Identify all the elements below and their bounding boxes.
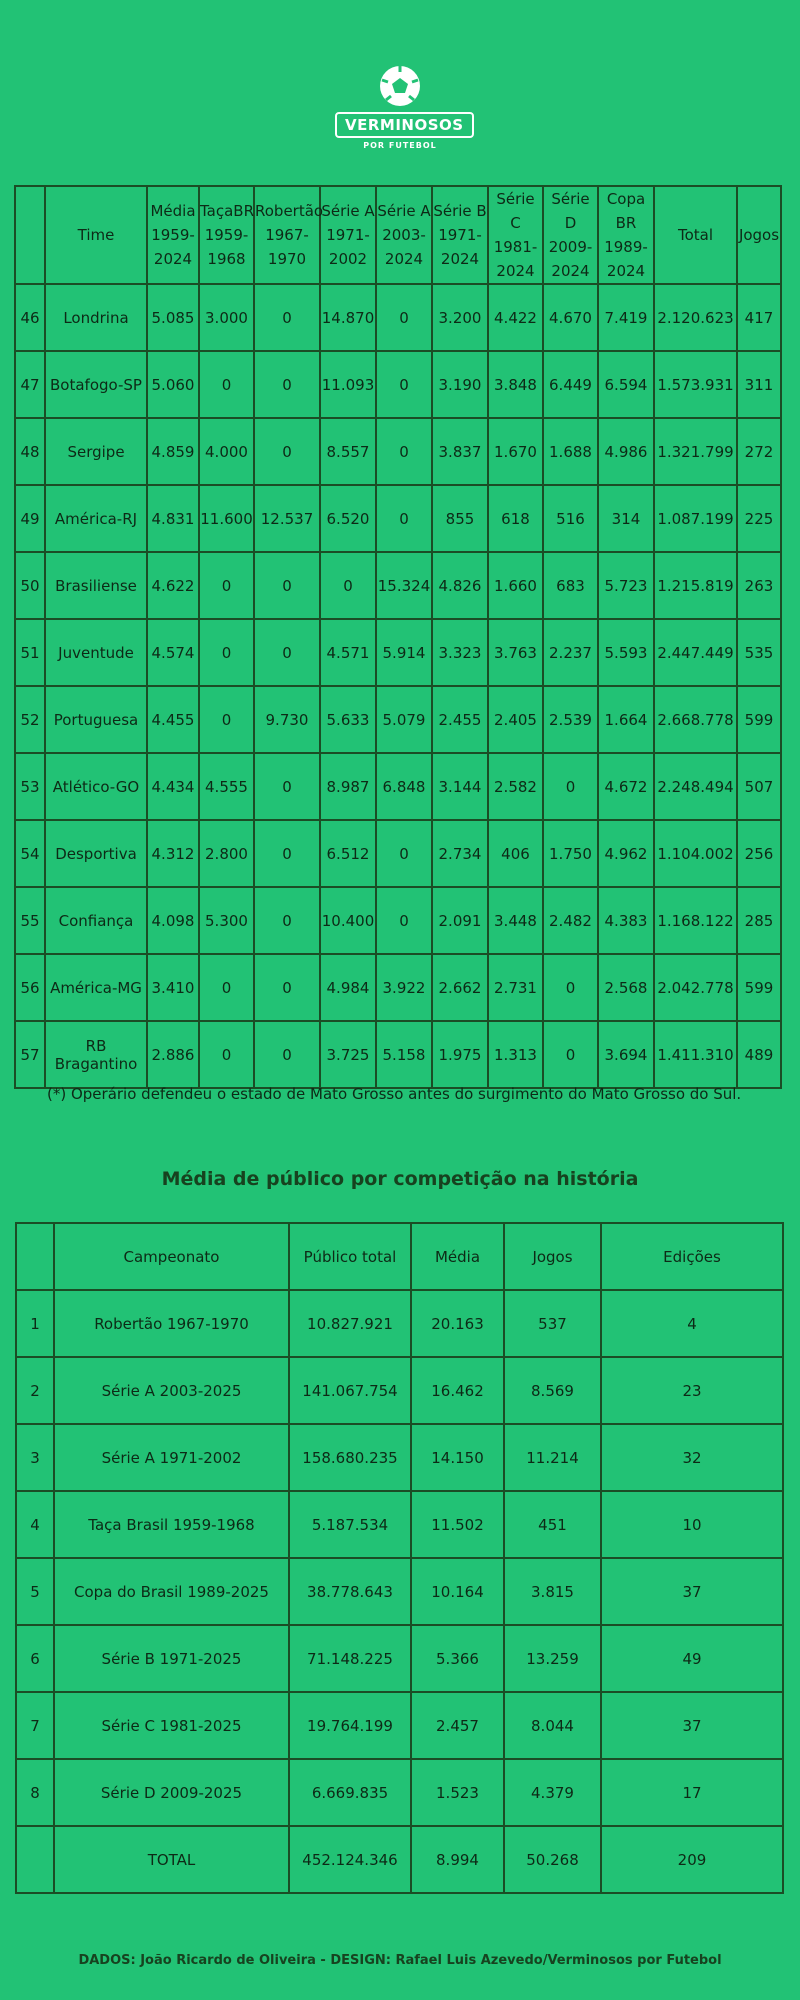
table-cell: 4.571	[320, 619, 376, 686]
clubs-attendance-table	[14, 185, 782, 1089]
table-cell: 3.922	[376, 954, 432, 1021]
table-cell: 225	[737, 485, 781, 552]
table-cell: 2.091	[432, 887, 488, 954]
table-row	[15, 485, 781, 552]
table-cell: 0	[376, 284, 432, 351]
table-cell: 56	[15, 954, 45, 1021]
table-cell: 2.405	[488, 686, 543, 753]
table-cell: 49	[601, 1625, 783, 1692]
table-cell: 5.366	[411, 1625, 504, 1692]
column-header: Série A 2003-2024	[376, 186, 432, 284]
table-cell: 158.680.235	[289, 1424, 411, 1491]
table-cell: 256	[737, 820, 781, 887]
table-cell: 311	[737, 351, 781, 418]
table-cell: 4.962	[598, 820, 654, 887]
table-cell: 2.455	[432, 686, 488, 753]
table-cell: 50	[15, 552, 45, 619]
table-cell: 8.557	[320, 418, 376, 485]
table-cell: 0	[254, 1021, 320, 1088]
table-cell: 11.093	[320, 351, 376, 418]
table-cell: 4.672	[598, 753, 654, 820]
table-cell: 12.537	[254, 485, 320, 552]
table-cell: 3.837	[432, 418, 488, 485]
table-cell: 2.447.449	[654, 619, 737, 686]
table-cell: 3.725	[320, 1021, 376, 1088]
table-cell: 1.313	[488, 1021, 543, 1088]
table-cell: 141.067.754	[289, 1357, 411, 1424]
table-row	[16, 1826, 783, 1893]
table-cell: 452.124.346	[289, 1826, 411, 1893]
table-cell: 5.158	[376, 1021, 432, 1088]
table-cell: Atlético-GO	[45, 753, 147, 820]
table-cell: 0	[199, 954, 254, 1021]
table-cell: 38.778.643	[289, 1558, 411, 1625]
table-cell: 4.574	[147, 619, 199, 686]
column-header: TaçaBR 1959-1968	[199, 186, 254, 284]
table-row	[16, 1759, 783, 1826]
table-cell: 599	[737, 686, 781, 753]
table-cell: 3.200	[432, 284, 488, 351]
table-cell: 4.831	[147, 485, 199, 552]
table-cell: Série C 1981-2025	[54, 1692, 289, 1759]
table-cell: 4	[16, 1491, 54, 1558]
table-cell: 2.582	[488, 753, 543, 820]
table-cell: 4.859	[147, 418, 199, 485]
table-cell: 1.523	[411, 1759, 504, 1826]
table-cell: 5.633	[320, 686, 376, 753]
table-cell: TOTAL	[54, 1826, 289, 1893]
table-cell: 19.764.199	[289, 1692, 411, 1759]
table-cell: RB Bragantino	[45, 1021, 147, 1088]
table-cell: Juventude	[45, 619, 147, 686]
table-cell: Série A 2003-2025	[54, 1357, 289, 1424]
table-cell: 7	[16, 1692, 54, 1759]
table-cell: 14.870	[320, 284, 376, 351]
table-cell: 2.800	[199, 820, 254, 887]
table-cell: 2.482	[543, 887, 598, 954]
table-cell: 4.434	[147, 753, 199, 820]
table-cell: 47	[15, 351, 45, 418]
table-cell: 2.120.623	[654, 284, 737, 351]
table-cell: 4.312	[147, 820, 199, 887]
table-row	[15, 351, 781, 418]
table-cell: 3.694	[598, 1021, 654, 1088]
table-cell: 3.448	[488, 887, 543, 954]
table-cell: 3.815	[504, 1558, 601, 1625]
table-cell: 5.187.534	[289, 1491, 411, 1558]
table-cell: Taça Brasil 1959-1968	[54, 1491, 289, 1558]
column-header	[16, 1223, 54, 1290]
table-row	[15, 753, 781, 820]
table-cell: 11.214	[504, 1424, 601, 1491]
table-cell: 37	[601, 1692, 783, 1759]
table-cell: 13.259	[504, 1625, 601, 1692]
table-cell: 1.104.002	[654, 820, 737, 887]
column-header: Jogos	[737, 186, 781, 284]
soccer-ball-icon	[378, 64, 422, 108]
table-cell: 16.462	[411, 1357, 504, 1424]
table-row	[15, 552, 781, 619]
column-header: Jogos	[504, 1223, 601, 1290]
table-cell: 0	[376, 485, 432, 552]
table-row	[15, 619, 781, 686]
table-header-row	[16, 1223, 783, 1290]
table-row	[15, 954, 781, 1021]
table-cell: 2.568	[598, 954, 654, 1021]
table-cell: 20.163	[411, 1290, 504, 1357]
table-cell: 32	[601, 1424, 783, 1491]
table-cell: 8.994	[411, 1826, 504, 1893]
table-cell: 2.248.494	[654, 753, 737, 820]
table-cell: 49	[15, 485, 45, 552]
table-cell: 5.593	[598, 619, 654, 686]
table-row	[15, 418, 781, 485]
table-cell: 5.060	[147, 351, 199, 418]
table-cell: 0	[199, 552, 254, 619]
table-row	[16, 1290, 783, 1357]
table-cell: 0	[199, 686, 254, 753]
table-cell: 4.000	[199, 418, 254, 485]
table-cell: 10.164	[411, 1558, 504, 1625]
table-cell: 0	[254, 954, 320, 1021]
table-cell: 489	[737, 1021, 781, 1088]
table-cell: 855	[432, 485, 488, 552]
table-cell: 3.410	[147, 954, 199, 1021]
table-cell: 4.984	[320, 954, 376, 1021]
table-cell: 52	[15, 686, 45, 753]
table-cell: 2.237	[543, 619, 598, 686]
table-cell: 2.668.778	[654, 686, 737, 753]
table-cell: Londrina	[45, 284, 147, 351]
table-cell: 5	[16, 1558, 54, 1625]
table-cell: 2.886	[147, 1021, 199, 1088]
table-cell: 1.750	[543, 820, 598, 887]
table-cell: 5.300	[199, 887, 254, 954]
table-row	[15, 887, 781, 954]
table-cell: 55	[15, 887, 45, 954]
table-cell: 4.555	[199, 753, 254, 820]
column-header: Copa BR 1989-2024	[598, 186, 654, 284]
table-cell: 4.379	[504, 1759, 601, 1826]
table-cell: 8.569	[504, 1357, 601, 1424]
column-header: Série B 1971-2024	[432, 186, 488, 284]
competition-attendance-table	[15, 1222, 784, 1894]
table-cell: 3.763	[488, 619, 543, 686]
table-cell: 1.670	[488, 418, 543, 485]
table-cell: 1.168.122	[654, 887, 737, 954]
table-cell: 2.662	[432, 954, 488, 1021]
logo-subtitle: POR FUTEBOL	[363, 141, 437, 150]
table-cell: Série A 1971-2002	[54, 1424, 289, 1491]
table-cell: 0	[199, 351, 254, 418]
table-cell: 8	[16, 1759, 54, 1826]
table-cell: 7.419	[598, 284, 654, 351]
table-cell: 2.731	[488, 954, 543, 1021]
table-cell: 6.594	[598, 351, 654, 418]
table-cell: 4.422	[488, 284, 543, 351]
table-cell: Portuguesa	[45, 686, 147, 753]
table-cell: 406	[488, 820, 543, 887]
table-cell: 4.383	[598, 887, 654, 954]
logo	[335, 64, 465, 154]
table-cell: 516	[543, 485, 598, 552]
table-cell: 535	[737, 619, 781, 686]
table-cell: 4.622	[147, 552, 199, 619]
column-header: Robertão 1967-1970	[254, 186, 320, 284]
table-cell: 10.400	[320, 887, 376, 954]
column-header: Campeonato	[54, 1223, 289, 1290]
table-cell: 1.321.799	[654, 418, 737, 485]
table-cell: 4.670	[543, 284, 598, 351]
table-cell: 10	[601, 1491, 783, 1558]
table-cell: 0	[376, 351, 432, 418]
table-cell: 8.044	[504, 1692, 601, 1759]
footnote: (*) Operário defendeu o estado de Mato Grosso antes do surgimento do Mato Grosso do Sul.	[47, 1085, 742, 1103]
table-cell: 0	[254, 619, 320, 686]
table-row	[15, 820, 781, 887]
table-cell: 6.848	[376, 753, 432, 820]
table-cell: 1.660	[488, 552, 543, 619]
table-cell: 0	[543, 954, 598, 1021]
table-cell: 51	[15, 619, 45, 686]
table-cell: 6.449	[543, 351, 598, 418]
table-cell: Robertão 1967-1970	[54, 1290, 289, 1357]
table-cell: 57	[15, 1021, 45, 1088]
table-cell: 0	[254, 820, 320, 887]
table-cell: Sergipe	[45, 418, 147, 485]
column-header: Total	[654, 186, 737, 284]
table-cell: 3	[16, 1424, 54, 1491]
table-row	[15, 284, 781, 351]
table-cell: 17	[601, 1759, 783, 1826]
table-cell: 0	[376, 418, 432, 485]
table-cell: 451	[504, 1491, 601, 1558]
table-row	[15, 686, 781, 753]
table-cell: 6	[16, 1625, 54, 1692]
table-cell: 507	[737, 753, 781, 820]
column-header: Edições	[601, 1223, 783, 1290]
table-cell: 11.600	[199, 485, 254, 552]
column-header: Média 1959-2024	[147, 186, 199, 284]
table-cell: 1.573.931	[654, 351, 737, 418]
table-cell: 417	[737, 284, 781, 351]
table-cell: América-RJ	[45, 485, 147, 552]
table-cell: 3.190	[432, 351, 488, 418]
table-cell: 2.457	[411, 1692, 504, 1759]
table-cell: Botafogo-SP	[45, 351, 147, 418]
table-cell: 5.079	[376, 686, 432, 753]
table-row	[15, 1021, 781, 1088]
table-cell: 2.539	[543, 686, 598, 753]
table-cell: 3.323	[432, 619, 488, 686]
column-header: Público total	[289, 1223, 411, 1290]
table-cell: Série D 2009-2025	[54, 1759, 289, 1826]
table-cell: 209	[601, 1826, 783, 1893]
table-cell: 3.144	[432, 753, 488, 820]
table-cell: 5.914	[376, 619, 432, 686]
table-row	[16, 1357, 783, 1424]
table-cell: 0	[254, 351, 320, 418]
table-cell: 0	[376, 820, 432, 887]
table-cell: 6.669.835	[289, 1759, 411, 1826]
table-cell: 4.455	[147, 686, 199, 753]
column-header	[15, 186, 45, 284]
table-cell: 1.215.819	[654, 552, 737, 619]
table-cell: 0	[199, 619, 254, 686]
table-cell: 3.848	[488, 351, 543, 418]
table-cell: 2.042.778	[654, 954, 737, 1021]
table-cell: América-MG	[45, 954, 147, 1021]
table-cell: 8.987	[320, 753, 376, 820]
table-cell: 0	[543, 753, 598, 820]
column-header: Série D 2009-2024	[543, 186, 598, 284]
section-title: Média de público por competição na história	[161, 1168, 639, 1190]
table-cell: 53	[15, 753, 45, 820]
table-cell: 5.085	[147, 284, 199, 351]
table-cell: 2.734	[432, 820, 488, 887]
table-cell: 683	[543, 552, 598, 619]
table-cell: 0	[543, 1021, 598, 1088]
table-cell: 23	[601, 1357, 783, 1424]
table-cell: 6.520	[320, 485, 376, 552]
table-cell: 10.827.921	[289, 1290, 411, 1357]
table-cell: 71.148.225	[289, 1625, 411, 1692]
table-cell: 0	[376, 887, 432, 954]
table-cell: 314	[598, 485, 654, 552]
table-cell: 5.723	[598, 552, 654, 619]
table-cell: 1	[16, 1290, 54, 1357]
column-header: Time	[45, 186, 147, 284]
table-cell: 15.324	[376, 552, 432, 619]
column-header: Média	[411, 1223, 504, 1290]
table-cell: 537	[504, 1290, 601, 1357]
table-row	[16, 1491, 783, 1558]
table-cell: 6.512	[320, 820, 376, 887]
table-cell: Confiança	[45, 887, 147, 954]
table-cell: 0	[254, 753, 320, 820]
table-cell: 54	[15, 820, 45, 887]
table-cell: 9.730	[254, 686, 320, 753]
table-row	[16, 1424, 783, 1491]
table-cell: 14.150	[411, 1424, 504, 1491]
table-cell: 1.688	[543, 418, 598, 485]
table-cell: 0	[254, 552, 320, 619]
table-cell: 1.975	[432, 1021, 488, 1088]
table-cell: 599	[737, 954, 781, 1021]
credits: DADOS: João Ricardo de Oliveira - DESIGN: Rafael Luis Azevedo/Verminosos por Futebol	[78, 1953, 722, 1968]
table-cell: 4.826	[432, 552, 488, 619]
table-cell: Brasiliense	[45, 552, 147, 619]
table-cell: 618	[488, 485, 543, 552]
table-cell: 4.098	[147, 887, 199, 954]
table-cell: 1.411.310	[654, 1021, 737, 1088]
table-cell: 0	[254, 418, 320, 485]
table-cell: 46	[15, 284, 45, 351]
table-row	[16, 1692, 783, 1759]
table-cell: 37	[601, 1558, 783, 1625]
column-header: Série A 1971-2002	[320, 186, 376, 284]
table-cell: 1.664	[598, 686, 654, 753]
table-cell: 50.268	[504, 1826, 601, 1893]
table-row	[16, 1558, 783, 1625]
table-cell: Desportiva	[45, 820, 147, 887]
table-cell: 48	[15, 418, 45, 485]
table-cell: 0	[320, 552, 376, 619]
table-cell: Série B 1971-2025	[54, 1625, 289, 1692]
table-cell: 272	[737, 418, 781, 485]
table-header-row	[15, 186, 781, 284]
table-cell: 0	[254, 284, 320, 351]
table-cell: 2	[16, 1357, 54, 1424]
table-cell: 0	[254, 887, 320, 954]
table-cell: 285	[737, 887, 781, 954]
table-cell: 1.087.199	[654, 485, 737, 552]
column-header: Série C 1981-2024	[488, 186, 543, 284]
logo-brand: VERMINOSOS	[335, 112, 474, 138]
table-cell: Copa do Brasil 1989-2025	[54, 1558, 289, 1625]
table-cell: 11.502	[411, 1491, 504, 1558]
table-cell	[16, 1826, 54, 1893]
table-cell: 3.000	[199, 284, 254, 351]
table-cell: 4.986	[598, 418, 654, 485]
table-cell: 0	[199, 1021, 254, 1088]
table-cell: 263	[737, 552, 781, 619]
table-cell: 4	[601, 1290, 783, 1357]
table-row	[16, 1625, 783, 1692]
